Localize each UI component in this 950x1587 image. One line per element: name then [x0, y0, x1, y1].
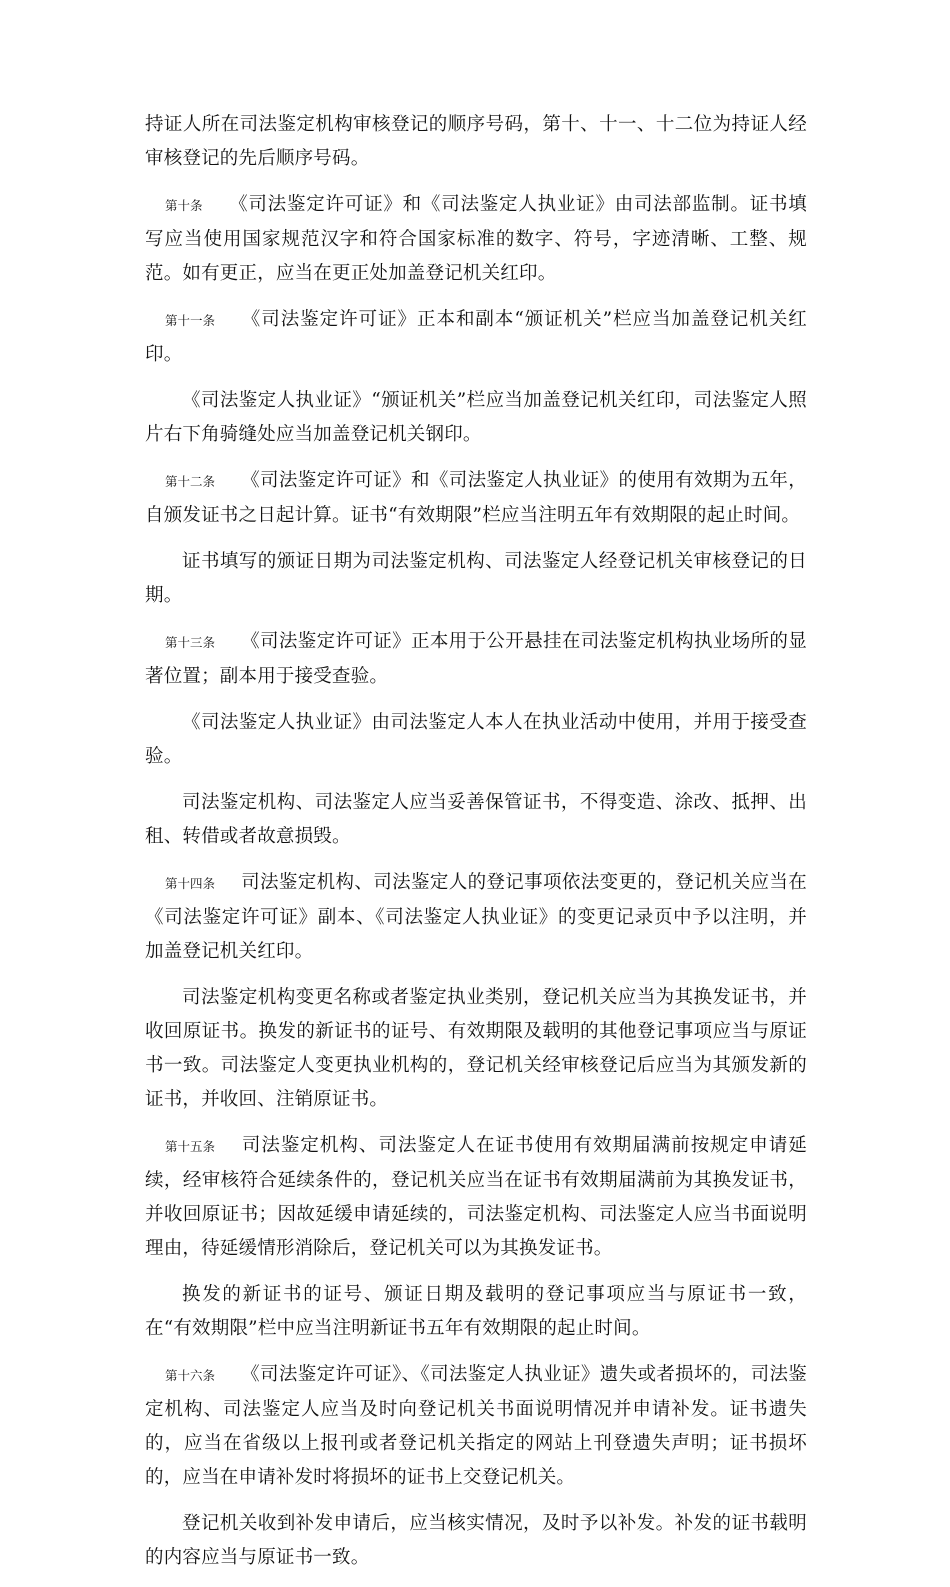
article-15 [145, 1129, 807, 1266]
paragraph-text: 《司法鉴定许可证》正本和副本“颁证机关”栏应当加盖登记机关红印。 [145, 309, 807, 365]
article-label: 第十条 [165, 198, 203, 213]
paragraph [145, 384, 807, 452]
paragraph [145, 981, 807, 1117]
paragraph [145, 1507, 807, 1575]
article-14 [145, 866, 807, 969]
paragraph [145, 545, 807, 613]
paragraph-text: 登记机关收到补发申请后，应当核实情况，及时予以补发。补发的证书载明的内容应当与原证书一致。 [145, 1513, 807, 1568]
article-12 [145, 464, 807, 533]
article-label: 第十六条 [165, 1368, 216, 1383]
article-10 [145, 188, 807, 291]
paragraph-text: 司法鉴定机构、司法鉴定人应当妥善保管证书，不得变造、涂改、抵押、出租、转借或者故意损毁。 [145, 792, 807, 847]
paragraph-continuation [145, 108, 807, 176]
document-body [145, 108, 807, 1587]
paragraph-text: 司法鉴定机构变更名称或者鉴定执业类别，登记机关应当为其换发证书，并收回原证书。换发的新证书的证号、有效期限及载明的其他登记事项应当与原证书一致。司法鉴定人变更执业机构的，登记机关经审核登记后应当为其颁发新的证书，并收回、注销原证书。 [145, 987, 807, 1110]
paragraph-text: 《司法鉴定人执业证》“颁证机关”栏应当加盖登记机关红印，司法鉴定人照片右下角骑缝处应当加盖登记机关钢印。 [145, 390, 807, 445]
paragraph-text: 《司法鉴定人执业证》由司法鉴定人本人在执业活动中使用，并用于接受查验。 [145, 712, 807, 767]
paragraph-text: 《司法鉴定许可证》和《司法鉴定人执业证》由司法部监制。证书填写应当使用国家规范汉字和符合国家标准的数字、符号，字迹清晰、工整、规范。如有更正，应当在更正处加盖登记机关红印。 [145, 194, 807, 284]
paragraph [145, 786, 807, 854]
paragraph-text: 换发的新证书的证号、颁证日期及载明的登记事项应当与原证书一致，在“有效期限”栏中应当注明新证书五年有效期限的起止时间。 [145, 1284, 807, 1339]
article-11 [145, 303, 807, 372]
paragraph-text: 持证人所在司法鉴定机构审核登记的顺序号码，第十、十一、十二位为持证人经审核登记的先后顺序号码。 [145, 114, 807, 169]
paragraph-text: 《司法鉴定许可证》正本用于公开悬挂在司法鉴定机构执业场所的显著位置；副本用于接受查验。 [145, 631, 807, 687]
article-label: 第十三条 [165, 635, 216, 650]
paragraph-text: 司法鉴定机构、司法鉴定人在证书使用有效期届满前按规定申请延续，经审核符合延续条件的，登记机关应当在证书有效期届满前为其换发证书，并收回原证书；因故延缓申请延续的，司法鉴定机构、司法鉴定人应当书面说明理由，待延缓情形消除后，登记机关可以为其换发证书。 [145, 1135, 807, 1259]
article-16 [145, 1358, 807, 1495]
article-13 [145, 625, 807, 694]
article-label: 第十四条 [165, 876, 216, 891]
article-label: 第十二条 [165, 474, 216, 489]
paragraph [145, 1278, 807, 1346]
article-label: 第十五条 [165, 1139, 216, 1154]
paragraph-text: 证书填写的颁证日期为司法鉴定机构、司法鉴定人经登记机关审核登记的日期。 [145, 551, 807, 606]
paragraph-text: 《司法鉴定许可证》和《司法鉴定人执业证》的使用有效期为五年，自颁发证书之日起计算。证书“有效期限”栏应当注明五年有效期限的起止时间。 [145, 470, 807, 526]
paragraph-text: 《司法鉴定许可证》、《司法鉴定人执业证》遗失或者损坏的，司法鉴定机构、司法鉴定人应当及时向登记机关书面说明情况并申请补发。证书遗失的，应当在省级以上报刊或者登记机关指定的网站上刊登遗失声明；证书损坏的，应当在申请补发时将损坏的证书上交登记机关。 [145, 1364, 807, 1488]
paragraph-text: 司法鉴定机构、司法鉴定人的登记事项依法变更的，登记机关应当在《司法鉴定许可证》副本、《司法鉴定人执业证》的变更记录页中予以注明，并加盖登记机关红印。 [145, 872, 807, 962]
paragraph [145, 706, 807, 774]
article-label: 第十一条 [165, 313, 216, 328]
